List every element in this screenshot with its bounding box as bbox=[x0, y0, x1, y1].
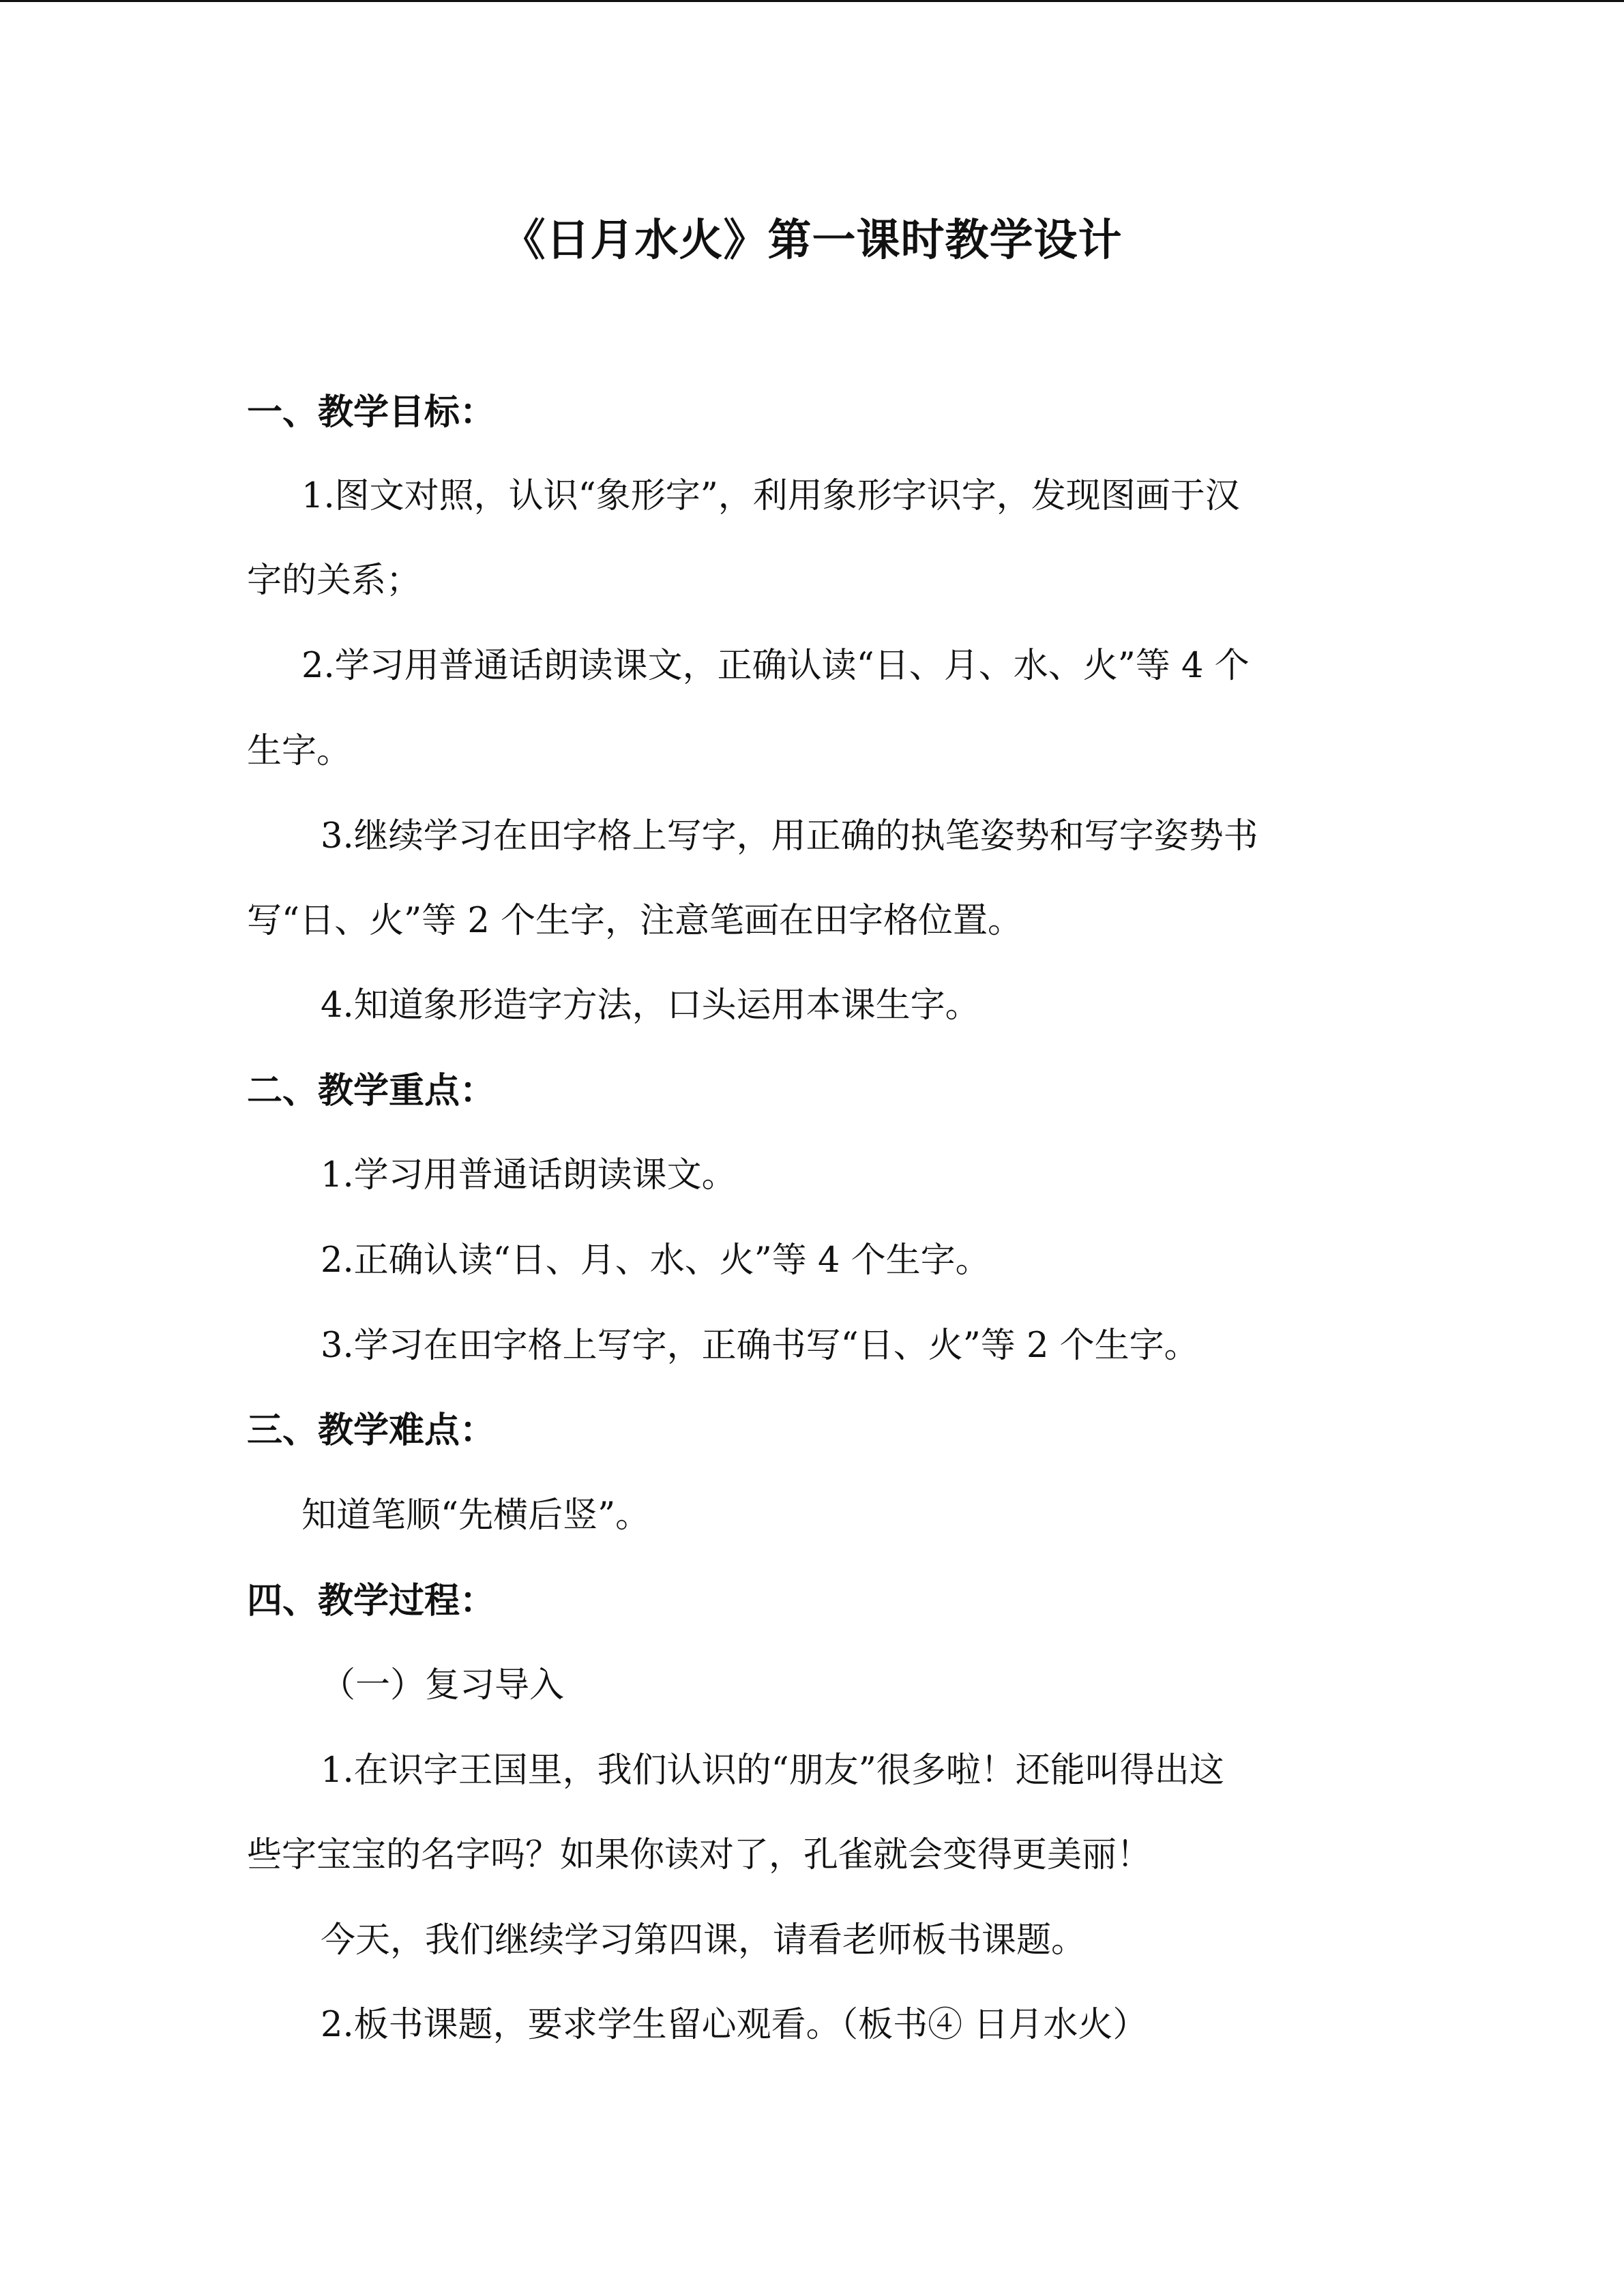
objective-line-2-cont: 生字。 bbox=[247, 731, 352, 771]
process-line-1: 1.在识字王国里，我们认识的“朋友”很多啦！还能叫得出这 bbox=[321, 1750, 1224, 1791]
document-title: 《日月水火》第一课时教学设计 bbox=[501, 215, 1123, 266]
key-point-line-1: 1.学习用普通话朗读课文。 bbox=[321, 1155, 737, 1195]
process-line-1-cont: 些字宝宝的名字吗？如果你读对了，孔雀就会变得更美丽！ bbox=[247, 1835, 1152, 1875]
section-heading-process: 四、教学过程： bbox=[247, 1580, 496, 1622]
objective-line-1-cont: 字的关系； bbox=[247, 561, 422, 601]
objective-line-4: 4.知道象形造字方法，口头运用本课生字。 bbox=[321, 985, 980, 1026]
section-heading-key-points: 二、教学重点： bbox=[247, 1070, 496, 1112]
objective-line-3: 3.继续学习在田字格上写字，用正确的执笔姿势和写字姿势书 bbox=[321, 816, 1258, 856]
process-subheading-review: （一）复习导入 bbox=[321, 1665, 565, 1705]
difficulty-line-1: 知道笔顺“先横后竖”。 bbox=[301, 1495, 651, 1536]
key-point-line-3: 3.学习在田字格上写字，正确书写“日、火”等 2 个生字。 bbox=[321, 1326, 1199, 1366]
process-line-2: 2.板书课题，要求学生留心观看。（板书④ 日月水火） bbox=[321, 2005, 1148, 2045]
process-line-today: 今天，我们继续学习第四课，请看老师板书课题。 bbox=[321, 1920, 1087, 1960]
objective-line-2: 2.学习用普通话朗读课文，正确认读“日、月、水、火”等 4 个 bbox=[301, 646, 1250, 686]
section-heading-objectives: 一、教学目标： bbox=[247, 391, 496, 433]
key-point-line-2: 2.正确认读“日、月、水、火”等 4 个生字。 bbox=[321, 1240, 990, 1281]
section-heading-difficulties: 三、教学难点： bbox=[247, 1410, 496, 1451]
objective-line-3-cont: 写“日、火”等 2 个生字，注意笔画在田字格位置。 bbox=[247, 901, 1023, 941]
objective-line-1: 1.图文对照，认识“象形字”，利用象形字识字，发现图画于汉 bbox=[301, 476, 1240, 516]
